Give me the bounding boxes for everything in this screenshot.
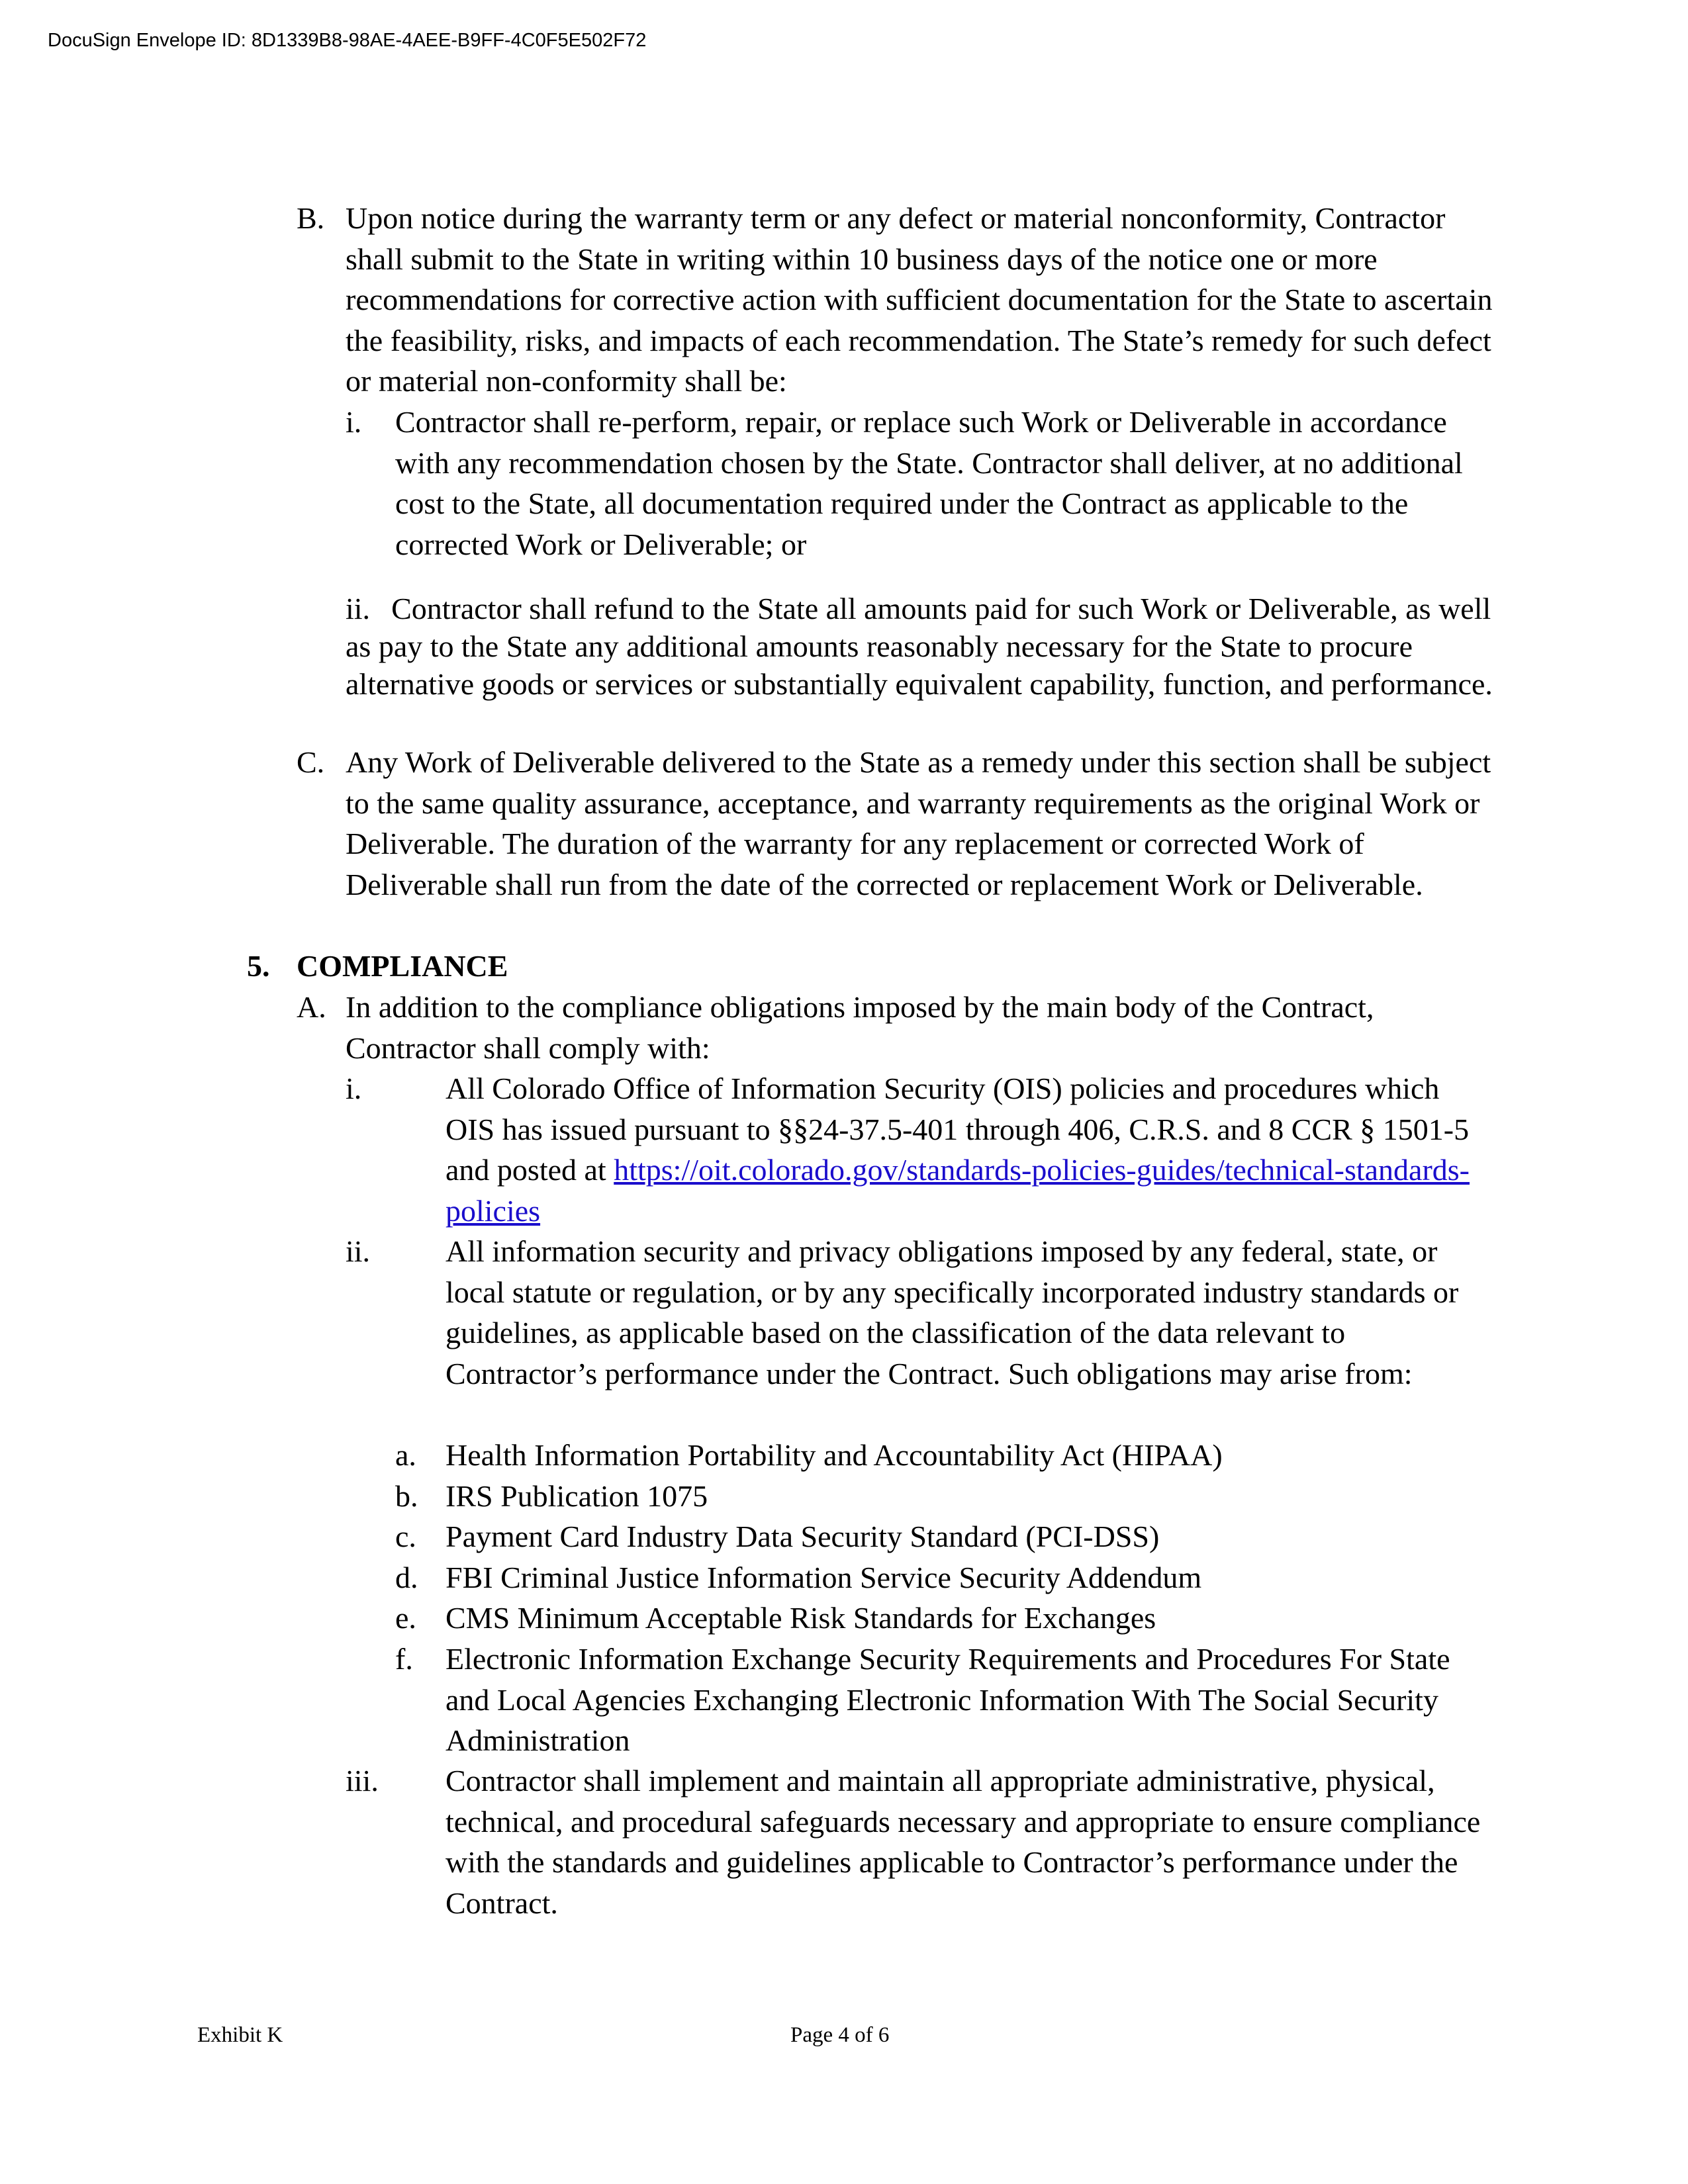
section-b-item-ii-paragraph (346, 590, 1494, 703)
sublist-e-text: CMS Minimum Acceptable Risk Standards for Exchanges (445, 1601, 1156, 1635)
footer-page-number: Page 4 of 6 (790, 2023, 890, 2047)
sublist-b-label: b. (395, 1479, 418, 1513)
section-b-item-ii-label: ii. (346, 592, 371, 625)
section-b-item-i-label: i. (346, 405, 362, 439)
section-5a-label: A. (297, 990, 326, 1024)
sublist-b-text: IRS Publication 1075 (445, 1479, 708, 1513)
section-b-item-i-text: Contractor shall re-perform, repair, or replace such Work or Deliverable in accordance with any recommendation chosen by the State. Contractor shall deliver, at no additional cost to the State, all documentation required under the Contract as applicable to the corrected Work or Deliverable; or (395, 405, 1463, 561)
footer-exhibit: Exhibit K (197, 2023, 283, 2047)
sublist-e-label: e. (395, 1601, 416, 1635)
sublist-c-text: Payment Card Industry Data Security Standard (PCI-DSS) (445, 1520, 1160, 1553)
section-5-title: COMPLIANCE (297, 949, 508, 983)
section-c-label: C. (297, 745, 325, 779)
ois-standards-link[interactable]: https://oit.colorado.gov/standards-policies-guides/technical-standards-policies (445, 1153, 1470, 1228)
section-5a-item-iii-text: Contractor shall implement and maintain all appropriate administrative, physical, technical, and procedural safeguards necessary and appropriate to ensure compliance with the standards and guidelines applicable to Contractor’s performance under the Contract. (445, 1764, 1481, 1920)
sublist-f-text: Electronic Information Exchange Security Requirements and Procedures For State and Local Agencies Exchanging Electronic Information With The Social Security Administration (445, 1642, 1450, 1757)
section-5a-text: In addition to the compliance obligations imposed by the main body of the Contract, Contractor shall comply with: (346, 990, 1374, 1065)
section-b-label: B. (297, 201, 325, 235)
docusign-envelope-id: DocuSign Envelope ID: 8D1339B8-98AE-4AEE-B9FF-4C0F5E502F72 (48, 30, 647, 51)
section-5a-item-ii-label: ii. (346, 1234, 371, 1268)
section-5a-item-i-paragraph (445, 1068, 1494, 1231)
sublist-a-label: a. (395, 1438, 416, 1472)
section-b-item-ii-text: Contractor shall refund to the State all amounts paid for such Work or Deliverable, as well as pay to the State any additional amounts reasonably necessary for the State to procure alternative goods or services or substantially equivalent capability, function, and performance. (346, 592, 1493, 701)
section-5a-item-i-text: All Colorado Office of Information Security (OIS) policies and procedures which OIS has issued pursuant to §§24-37.5-401 through 406, C.R.S. and 8 CCR § 1501-5 and posted at (445, 1071, 1470, 1187)
section-5a-item-i-label: i. (346, 1071, 362, 1105)
section-5-number: 5. (247, 949, 270, 983)
sublist-c-label: c. (395, 1520, 416, 1553)
section-5a-item-ii-text: All information security and privacy obligations imposed by any federal, state, or local statute or regulation, or by any specifically incorporated industry standards or guidelines, as applicable based on the classification of the data relevant to Contractor’s performance under the Contract. Such obligations may arise from: (445, 1234, 1459, 1390)
section-c-text: Any Work of Deliverable delivered to the State as a remedy under this section shall be subject to the same quality assurance, acceptance, and warranty requirements as the original Work or Deliverable. The duration of the warranty for any replacement or corrected Work of Deliverable shall run from the date of the corrected or replacement Work or Deliverable. (346, 745, 1491, 901)
section-5a-item-iii-label: iii. (346, 1764, 379, 1797)
sublist-f-label: f. (395, 1642, 413, 1676)
section-b-text: Upon notice during the warranty term or any defect or material nonconformity, Contractor shall submit to the State in writing within 10 business days of the notice one or more recommendations for corrective action with sufficient documentation for the State to ascertain the feasibility, risks, and impacts of each recommendation. The State’s remedy for such defect or material non-conformity shall be: (346, 201, 1493, 398)
sublist-a-text: Health Information Portability and Accountability Act (HIPAA) (445, 1438, 1223, 1472)
sublist-d-text: FBI Criminal Justice Information Service Security Addendum (445, 1561, 1202, 1594)
sublist-d-label: d. (395, 1561, 418, 1594)
